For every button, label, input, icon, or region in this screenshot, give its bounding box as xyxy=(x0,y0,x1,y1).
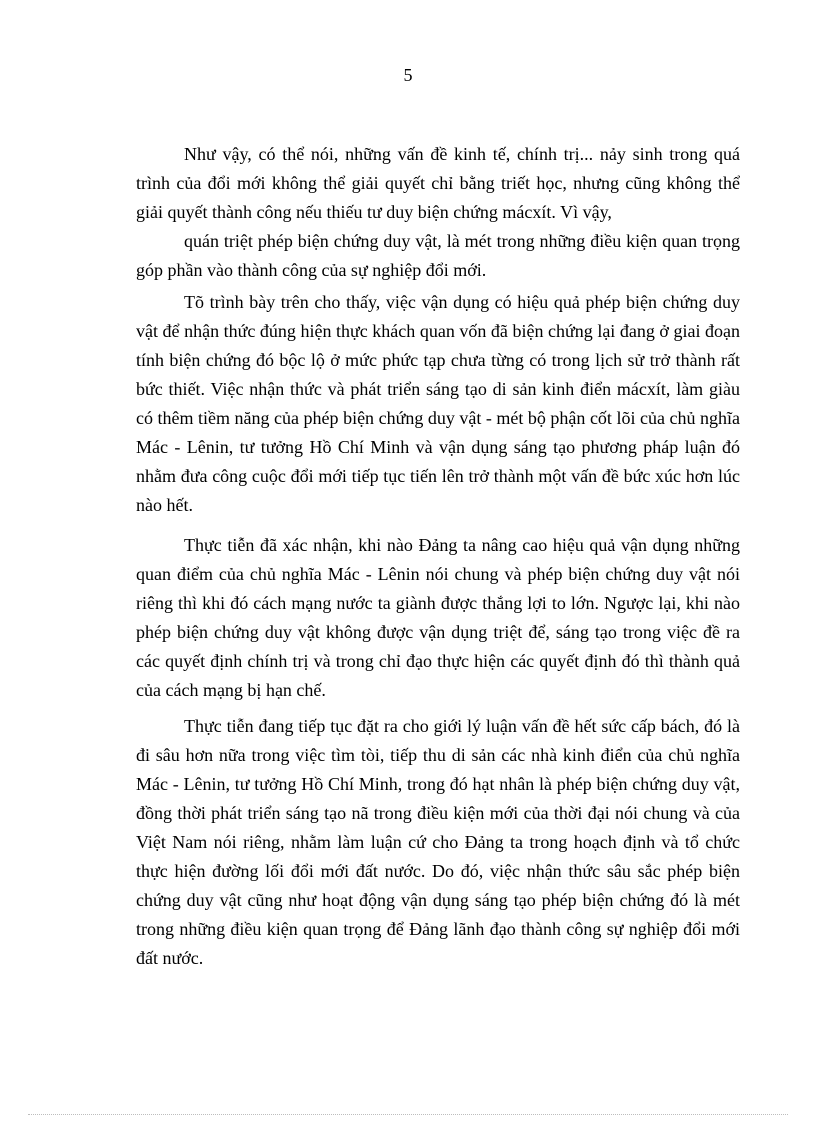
paragraph-4: Thực tiễn đã xác nhận, khi nào Đảng ta nâng cao hiệu quả vận dụng những quan điểm của chủ nghĩa Mác - Lênin nói chung và phép biện chứng duy vật nói riêng thì khi đó cách mạng nước ta giành được thắng lợi to lớn. Ngược lại, khi nào phép biện chứng duy vật không được vận dụng triệt để, sáng tạo trong việc đề ra các quyết định chính trị và trong chỉ đạo thực hiện các quyết định đó thì thành quả của cách mạng bị hạn chế. xyxy=(136,535,740,700)
page-number: 5 xyxy=(403,65,413,85)
paragraph-2: quán triệt phép biện chứng duy vật, là mét trong những điều kiện quan trọng góp phần vào thành công của sự nghiệp đổi mới. xyxy=(136,231,740,280)
paragraph-1: Như vậy, có thể nói, những vấn đề kinh tế, chính trị... nảy sinh trong quá trình của đổi mới không thể giải quyết chỉ bằng triết học, nhưng cũng không thể giải quyết thành công nếu thiếu tư duy biện chứng mácxít. Vì vậy, xyxy=(136,144,740,222)
paragraph-3: Tõ trình bày trên cho thấy, việc vận dụng có hiệu quả phép biện chứng duy vật để nhận thức đúng hiện thực khách quan vốn đã biện chứng lại đang ở giai đoạn tính biện chứng đó bộc lộ ở mức phức tạp chưa từng có trong lịch sử trở thành rất bức thiết. Việc nhận thức và phát triển sáng tạo di sản kinh điển mácxít, làm giàu có thêm tiềm năng của phép biện chứng duy vật - mét bộ phận cốt lõi của chủ nghĩa Mác - Lênin, tư tưởng Hồ Chí Minh và vận dụng sáng tạo phương pháp luận đó nhằm đưa công cuộc đổi mới tiếp tục tiến lên trở thành một vấn đề bức xúc hơn lúc nào hết. xyxy=(136,292,740,515)
paragraph-5: Thực tiễn đang tiếp tục đặt ra cho giới lý luận vấn đề hết sức cấp bách, đó là đi sâu hơn nữa trong việc tìm tòi, tiếp thu di sản các nhà kinh điển của chủ nghĩa Mác - Lênin, tư tưởng Hồ Chí Minh, trong đó hạt nhân là phép biện chứng duy vật, đồng thời phát triển sáng tạo nã trong điều kiện mới của thời đại nói chung và của Việt Nam nói riêng, nhằm làm luận cứ cho Đảng ta trong hoạch định và tổ chức thực hiện đường lối đổi mới đất nước. Do đó, việc nhận thức sâu sắc phép biện chứng duy vật cũng như hoạt động vận dụng sáng tạo phép biện chứng đó là mét trong những điều kiện quan trọng để Đảng lãnh đạo thành công sự nghiệp đổi mới đất nước. xyxy=(136,716,740,968)
body-text xyxy=(136,140,740,973)
footer-divider xyxy=(28,1114,788,1115)
